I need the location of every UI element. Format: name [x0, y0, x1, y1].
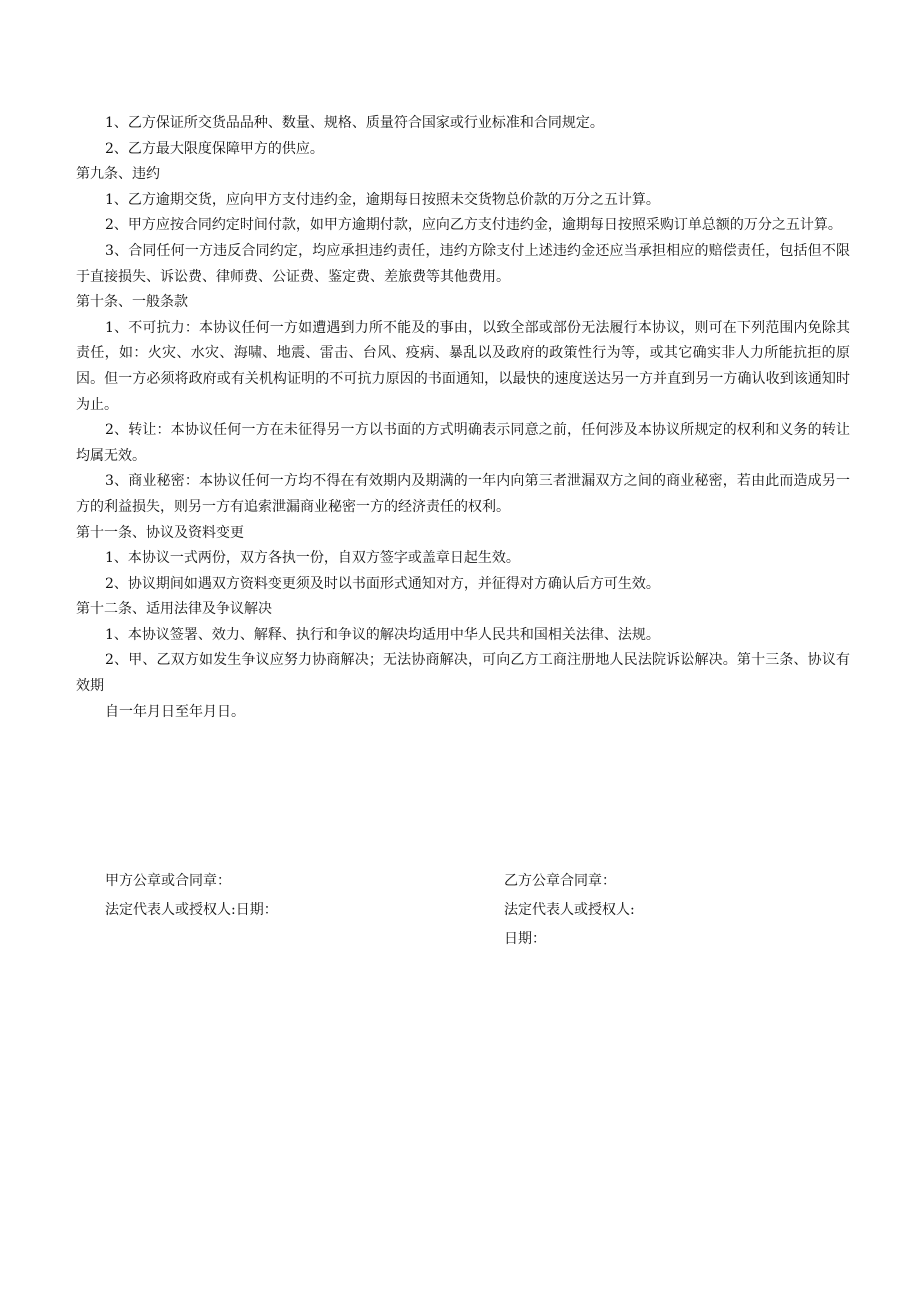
article-10-item-3: 3、商业秘密：本协议任何一方均不得在有效期内及期满的一年内向第三者泄漏双方之间的商业秘密，若由此而造成另一方的利益损失，则另一方有追索泄漏商业秘密一方的经济责任的权利。: [76, 473, 850, 515]
clause-9-quality-guarantee: 1、乙方保证所交货品品种、数量、规格、质量符合国家或行业标准和合同规定。: [105, 115, 604, 131]
party-b-seal-label: 乙方公章合同章：: [504, 873, 616, 889]
party-a-representative-label: 法定代表人或授权人:日期：: [105, 902, 278, 918]
party-b-representative-label: 法定代表人或授权人:: [504, 902, 635, 918]
party-b-date-label: 日期：: [504, 931, 546, 947]
article-12-item-1: 1、本协议签署、效力、解释、执行和争议的解决均适用中华人民共和国相关法律、法规。: [105, 626, 660, 643]
article-9-heading: 第九条、违约: [76, 166, 160, 183]
party-a-seal-label: 甲方公章或合同章：: [105, 873, 231, 889]
article-11-item-1: 1、本协议一式两份，双方各执一份，自双方签字或盖章日起生效。: [105, 550, 520, 567]
article-12-heading: 第十二条、适用法律及争议解决: [76, 601, 272, 618]
clause-9-supply-guarantee: 2、乙方最大限度保障甲方的供应。: [105, 140, 324, 157]
article-11-item-2: 2、协议期间如遇双方资料变更须及时以书面形式通知对方，并征得对方确认后方可生效。: [105, 575, 660, 592]
party-b-signature: [504, 867, 804, 954]
article-10-item-1: 1、不可抗力：本协议任何一方如遭遇到力所不能及的事由，以致全部或部份无法履行本协议，则可在下列范围内免除其责任，如：火灾、水灾、海啸、地震、雷击、台风、疫病、暴乱以及政府的政策性行为等，或其它确实非人力所能抗拒的原因。但一方必须将政府或有关机构证明的不可抗力原因的书面通知，以最快的速度送达另一方并直到另一方确认收到该通知时为止。: [76, 319, 850, 413]
article-12-item-2: 2、甲、乙双方如发生争议应努力协商解决；无法协商解决，可向乙方工商注册地人民法院诉讼解决。第十三条、协议有效期: [76, 652, 850, 695]
article-9-item-2: 2、甲方应按合同约定时间付款，如甲方逾期付款，应向乙方支付违约金，逾期每日按照采购订单总额的万分之五计算。: [105, 217, 842, 234]
party-a-signature: [105, 867, 465, 925]
article-13-validity-period: 自一年月日至年月日。: [105, 703, 245, 720]
article-10-heading: 第十条、一般条款: [76, 294, 188, 311]
article-11-heading: 第十一条、协议及资料变更: [76, 524, 244, 541]
article-9-item-3: 3、合同任何一方违反合同约定，均应承担违约责任，违约方除支付上述违约金还应当承担相应的赔偿责任，包括但不限于直接损失、诉讼费、律师费、公证费、鉴定费、差旅费等其他费用。: [76, 242, 850, 285]
article-10-item-2: 2、转让：本协议任何一方在未征得另一方以书面的方式明确表示同意之前，任何涉及本协议所规定的权利和义务的转让均属无效。: [76, 422, 850, 464]
article-9-item-1: 1、乙方逾期交货，应向甲方支付违约金，逾期每日按照未交货物总价款的万分之五计算。: [105, 191, 660, 208]
document-body: [76, 111, 850, 725]
